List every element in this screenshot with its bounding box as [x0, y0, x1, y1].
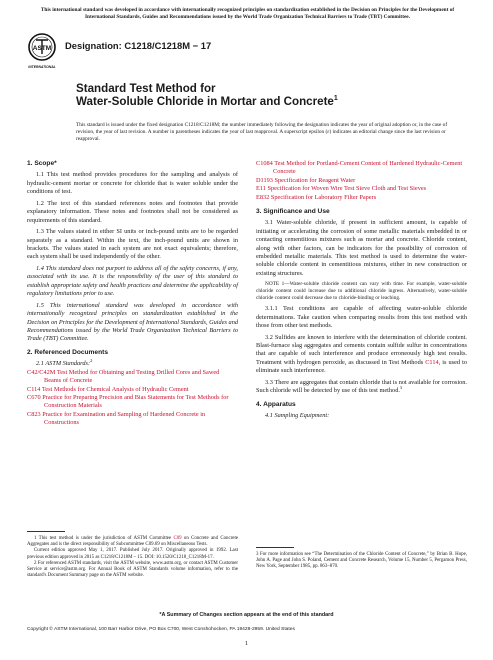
title-footnote-mark: 1: [333, 95, 338, 103]
paragraph-3-1-1: 3.1.1 Test conditions are capable of affecting water-soluble chloride determinations. Take caution when comparing results from this test method with those from other test methods.: [256, 305, 467, 330]
ref-item[interactable]: [27, 386, 238, 394]
footnote-2: 2 For referenced ASTM standards, visit the ASTM website, www.astm.org, or contact ASTM Customer Service at service@astm.org. For Annual Book of ASTM Standards volume information, refer to the standard's Document Summary page on the ASTM website.: [27, 560, 238, 579]
ref-item[interactable]: [27, 394, 238, 411]
title-line-2: [76, 95, 338, 108]
paragraph-3-3-text: 3.3 There are aggregates that contain chloride that is not available for corrosion. Such chloride will be detected by use of this test method.: [256, 378, 467, 395]
page-number: 1: [244, 640, 249, 647]
footnote-rule-right: [256, 547, 294, 548]
ref-item[interactable]: [256, 160, 467, 177]
logo-text: ASTM: [32, 45, 52, 52]
paragraph-3-3: [256, 379, 467, 396]
ref-code[interactable]: C1084: [256, 160, 273, 167]
standard-notice: This international standard was developed in accordance with internationally recognized principles on standardization established in the Decision on Principles for the Development of International Standards, Guides and Recommendations issued by the World Trade Organization Technical Barriers to Trade (TBT) Committee.: [40, 7, 455, 20]
ref-code[interactable]: C823: [27, 410, 41, 418]
ref-item[interactable]: [27, 369, 238, 386]
footnote-1-text: 1 This test method is under the jurisdiction of ASTM Committee: [34, 536, 174, 541]
ref-code[interactable]: C42/C42M: [27, 368, 56, 376]
astm-standards-label: 2.1 ASTM Standards:: [36, 360, 91, 368]
ref-item[interactable]: [256, 194, 467, 202]
title-text: Water-Soluble Chloride in Mortar and Concrete: [76, 95, 334, 108]
paragraph-1-3: 1.3 The values stated in either SI units or inch-pound units are to be regarded separately as a standard. Within the text, the inch-pound units are shown in brackets. The values stated in each system are not exact equivalents; therefore, each system shall be used independently of the other.: [27, 228, 238, 261]
paragraph-3-2-text-end: , is used to eliminate such interference.: [256, 358, 467, 375]
ref-title[interactable]: Test Method for Obtaining and Testing Drilled Cores and Sawed Beams of Concrete: [44, 368, 220, 385]
paragraph-3-2: [256, 334, 467, 376]
title-line-1: Standard Test Method for: [76, 82, 216, 95]
section-heading-apparatus: 4. Apparatus: [256, 400, 296, 408]
ref-code[interactable]: E11: [256, 185, 266, 193]
paragraph-3-1: 3.1 Water-soluble chloride, if present in sufficient amount, is capable of initiating or accelerating the corrosion of some metallic materials embedded in or contacting cementitious mixtures such as mortar and concrete. Chloride content, along with other factors, can be indicators for the possibility of corrosion of embedded metallic materials. This test method is used to determine the water-soluble chloride content in cementitious mixtures, either in new construction or existing structures.: [256, 219, 467, 277]
ref-title[interactable]: Practice for Preparing Precision and Bias Statements for Test Methods for Construction Materials: [42, 393, 229, 410]
section-heading-significance: 3. Significance and Use: [256, 208, 330, 216]
footnote-mark-3: 3: [399, 385, 403, 391]
astm-logo: [27, 32, 57, 72]
ref-title[interactable]: Test Methods for Chemical Analysis of Hydraulic Cement: [41, 385, 189, 393]
ref-title[interactable]: Test Method for Portland-Cement Content of Hardened Hydraulic-Cement Concrete: [273, 160, 463, 176]
footnote-1: [27, 536, 238, 548]
left-column: [27, 160, 238, 428]
ref-item[interactable]: [256, 185, 467, 193]
ref-link-c09[interactable]: C09: [173, 536, 182, 541]
paragraph-1-2: 1.2 The text of this standard references notes and footnotes that provide explanatory information. These notes and footnotes shall not be considered as requirements of this standard.: [27, 199, 238, 224]
designation: Designation: C1218/C1218M − 17: [65, 40, 212, 51]
paragraph-1-1: 1.1 This test method provides procedures for the sampling and analysis of hydraulic-cement mortar or concrete for chloride that is water soluble under the conditions of test.: [27, 171, 238, 196]
footnote-3: 3 For more information see “The Determination of the Chloride Content of Concrete,” by Brian B. Hope, John A. Page and John S. Poland, Cement and Concrete Research, Volume 15, Number 5, Pergamon Press, New York, September 1985, pp. 863–870.: [256, 552, 467, 570]
footnote-mark-2: 2: [90, 358, 93, 364]
paragraph-4-1: 4.1 Sampling Equipment:: [265, 412, 330, 420]
footnote-1-edition: Current edition approved May 1, 2017. Published July 2017. Originally approved in 1992. Last previous edition approved in 2015 as C1218/C1218M – 15. DOI: 10.1520/C1218_C1218M-17.: [27, 548, 238, 560]
ref-title[interactable]: Specification for Reagent Water: [274, 176, 356, 184]
ref-title[interactable]: Specification for Laboratory Filter Papers: [270, 193, 377, 201]
footnote-rule-left: [27, 531, 65, 532]
paragraph-1-5: 1.5 This international standard was developed in accordance with internationally recognized principles on standardization established in the Decision on Principles for the Development of International Standards, Guides and Recommendations issued by the World Trade Organization Technical Barriers to Trade (TBT) Committee.: [27, 301, 238, 343]
ref-code[interactable]: C114: [27, 385, 41, 393]
ref-code[interactable]: E832: [256, 193, 270, 201]
issued-statement: This standard is issued under the fixed designation C1218/C1218M; the number immediately following the designation indicates the year of original adoption or, in the case of revision, the year of last revision. A number in parentheses indicates the year of last reapproval. A superscript epsilon (ε) indicates an editorial change since the last revision or reapproval.: [76, 122, 448, 142]
document-title: [76, 82, 338, 108]
section-heading-scope: 1. Scope*: [27, 160, 57, 167]
ref-code[interactable]: D1193: [256, 176, 273, 184]
footnotes-left: [27, 536, 238, 579]
logo-subtext: INTERNATIONAL: [28, 65, 56, 69]
ref-link-c114[interactable]: C114: [425, 358, 439, 366]
ref-item[interactable]: [27, 411, 238, 428]
ref-title[interactable]: Specification for Woven Wire Test Sieve Cloth and Test Sieves: [267, 185, 427, 193]
paragraph-1-4: 1.4 This standard does not purport to address all of the safety concerns, if any, associated with its use. It is the responsibility of the user of this standard to establish appropriate safety and health practices and determine the applicability of regulatory limitations prior to use.: [27, 265, 238, 298]
summary-of-changes-note: *A Summary of Changes section appears at the end of this standard: [159, 612, 334, 618]
ref-item[interactable]: [256, 177, 467, 185]
paragraph-3-2-text: 3.2 Sulfides are known to interfere with the determination of chloride content. Blast-furnace slag aggregates and cements contain sulfide sulfur in concentrations that are capable of such interference and produce erroneously high test results. Treatment with hydrogen peroxide, as discussed in Test Methods: [256, 333, 467, 366]
footnote-1-text-end: on Concrete and Concrete Aggregates and is the direct responsibility of Subcommittee C09.69 on Miscellaneous Tests.: [27, 536, 238, 548]
paragraph-2-1: [27, 360, 238, 368]
copyright: Copyright © ASTM International, 100 Barr Harbor Drive, PO Box C700, West Conshohocken, PA 19428-2959. United States: [27, 627, 295, 632]
right-column: [256, 160, 467, 424]
section-heading-referenced: 2. Referenced Documents: [27, 348, 108, 356]
ref-title[interactable]: Practice for Examination and Sampling of Hardened Concrete in Constructions: [42, 410, 206, 427]
note-1: NOTE 1—Water-soluble chloride content can vary with time. For example, water-soluble chloride content could increase due to additional chloride ingress. Alternatively, water-soluble chloride content could decrease due to chloride-binding or leaching.: [256, 281, 467, 301]
ref-code[interactable]: C670: [27, 393, 41, 401]
